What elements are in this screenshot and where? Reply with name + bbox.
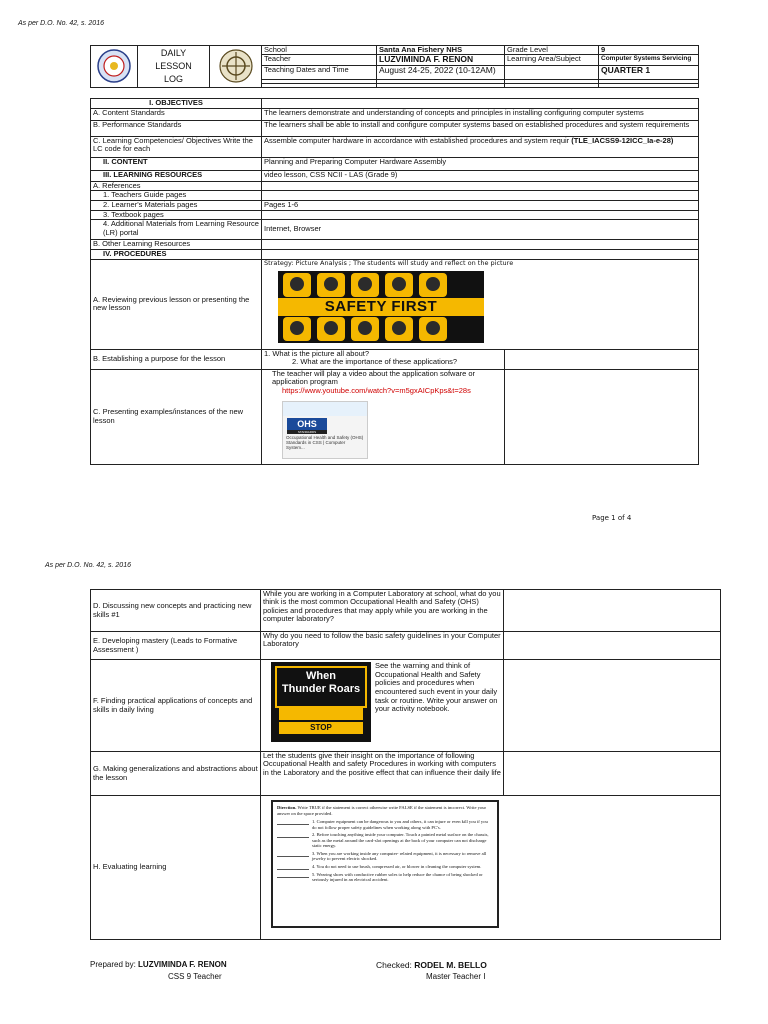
doc-reference: As per D.O. No. 42, s. 2016 <box>18 20 104 27</box>
dll-title <box>138 46 210 88</box>
procedure-b-questions <box>262 349 505 369</box>
performance-standards-label: B. Performance Standards <box>91 121 262 137</box>
checked-label: Checked: <box>376 960 412 970</box>
teacher-value: LUZVIMINDA F. RENON <box>377 55 505 66</box>
ppe-icon <box>385 273 413 297</box>
checked-title: Master Teacher I <box>426 972 486 981</box>
procedure-f-label: F. Finding practical applications of concepts and skills in daily living <box>91 660 261 752</box>
youtube-video-link[interactable]: https://www.youtube.com/watch?v=m5gxAICpKps&t=28s <box>282 386 471 396</box>
dates-value: August 24-25, 2022 (10-12AM) <box>377 66 505 80</box>
competency-code: (TLE_IACSS9-12ICC_Ia-e-28) <box>571 136 674 145</box>
page-number: Page 1 of 4 <box>592 514 632 522</box>
ppe-icon <box>283 273 311 297</box>
quiz-item: 1. Computer equipment can be dangerous to you and others, it can injure or even kill you if you do not follow proper safety guidelines when working along with PC's. <box>312 819 488 830</box>
dates-label: Teaching Dates and Time <box>262 66 377 80</box>
thunder-sign-stop: STOP <box>279 722 363 734</box>
ppe-icon <box>351 317 379 341</box>
lightning-icon <box>279 706 363 720</box>
prepared-by <box>90 960 227 969</box>
deped-seal-icon <box>97 49 131 83</box>
grade-label: Grade Level <box>505 46 599 55</box>
school-seal <box>210 46 262 88</box>
lesson-table-page2 <box>90 589 721 940</box>
procedure-a-strategy: Strategy: Picture Analysis ; The students will study and reflect on the picture <box>264 259 514 267</box>
procedure-d-label: D. Discussing new concepts and practicing new skills #1 <box>91 590 261 632</box>
procedure-b-question-1: 1. What is the picture all about? <box>264 349 370 358</box>
textbook-label: 3. Textbook pages <box>91 210 262 219</box>
learning-area-value: Computer Systems Servicing <box>599 55 699 66</box>
procedure-e-text: Why do you need to follow the basic safety guidelines in your Computer Laboratory <box>261 632 504 660</box>
ppe-icon <box>419 317 447 341</box>
video-ohs-badge: OHS <box>287 418 327 430</box>
quarter-value: QUARTER 1 <box>599 66 699 80</box>
competencies-value: Assemble computer hardware in accordance with established procedures and system requir <box>264 136 570 145</box>
procedures-heading: IV. PROCEDURES <box>91 249 262 259</box>
ppe-icon <box>385 317 413 341</box>
safety-first-banner: SAFETY FIRST <box>278 298 484 316</box>
procedure-g-label: G. Making generalizations and abstractions about the lesson <box>91 752 261 796</box>
competencies-label: C. Learning Competencies/ Objectives Write the LC code for each <box>91 137 262 158</box>
deped-seal <box>91 46 138 88</box>
doc-reference-page2: As per D.O. No. 42, s. 2016 <box>45 562 131 569</box>
learners-materials-value: Pages 1-6 <box>262 200 699 210</box>
video-thumbnail[interactable] <box>282 401 368 459</box>
content-value: Planning and Preparing Computer Hardware Assembly <box>262 158 699 171</box>
ppe-icon <box>317 273 345 297</box>
thunder-sign-line-2: Thunder Roars <box>281 683 361 695</box>
references-label: A. References <box>91 182 262 191</box>
checked-by <box>376 960 487 970</box>
teacher-label: Teacher <box>262 55 377 66</box>
procedure-f-cell <box>261 660 504 752</box>
video-standards-label: STANDARDS <box>287 430 327 434</box>
procedure-c-text: The teacher will play a video about the application sofware or application program <box>272 369 476 386</box>
performance-standards-value: The learners shall be able to install and configure computer systems based on established procedures and system requirements <box>262 121 699 137</box>
quiz-item: 2. Before touching anything inside your computer. Touch a painted metal surface on the chassis, such as the metal around the card-slot openings at the back of your computer can not discharge static energy. <box>312 832 489 848</box>
learners-materials-label: 2. Learner's Materials pages <box>91 200 262 210</box>
content-standards-label: A. Content Standards <box>91 109 262 121</box>
quiz-item: 3. When you are working inside any computer- related equipment, it is necessary to remove all jewelry to prevent electric shocked. <box>312 850 487 861</box>
thunder-sign-title <box>275 666 367 708</box>
procedure-c-cell <box>262 369 505 464</box>
procedure-b-question-2: 2. What are the importance of these applications? <box>292 356 458 366</box>
grade-value: 9 <box>599 46 699 55</box>
resources-heading: III. LEARNING RESOURCES <box>91 171 262 182</box>
content-heading: II. CONTENT <box>91 158 262 171</box>
procedure-b-label: B. Establishing a purpose for the lesson <box>91 349 262 369</box>
ppe-icon <box>317 317 345 341</box>
header-table <box>90 45 699 88</box>
ppe-icon <box>351 273 379 297</box>
thunder-sign-line-1: When <box>306 670 336 682</box>
resources-value: video lesson, CSS NCII - LAS (Grade 9) <box>262 171 699 182</box>
dll-title-line-3: LOG <box>163 74 183 85</box>
content-standards-value: The learners demonstrate and understanding of concepts and principles in installing configuring computer systems <box>262 109 699 121</box>
procedure-c-label: C. Presenting examples/instances of the new lesson <box>91 369 262 464</box>
procedure-h-label: H. Evaluating learning <box>91 796 261 940</box>
additional-materials-label: 4. Additional Materials from Learning Resource (LR) portal <box>91 220 262 240</box>
school-seal-icon <box>219 49 253 83</box>
video-caption: Occupational Health and Safety (OHS) Standards in CSS | Computer System... <box>286 434 364 450</box>
school-label: School <box>262 46 377 55</box>
prepared-title: CSS 9 Teacher <box>168 972 222 981</box>
learning-area-label: Learning Area/Subject <box>505 55 599 66</box>
other-resources-label: B. Other Learning Resources <box>91 240 262 249</box>
procedure-d-text: While you are working in a Computer Laboratory at school, what do you think is the most common Occupational Health and Safety (OHS) policies and procedures that may apply while you are working in the computer laboratory? <box>261 590 504 632</box>
competencies-cell <box>262 137 699 158</box>
dll-title-line-2: LESSON <box>155 61 192 72</box>
procedure-h-cell <box>261 796 721 940</box>
checked-name: RODEL M. BELLO <box>414 960 487 970</box>
procedure-a-label: A. Reviewing previous lesson or presenting the new lesson <box>91 259 262 349</box>
teachers-guide-label: 1. Teachers Guide pages <box>91 191 262 200</box>
quiz-direction-label: Direction. <box>277 805 297 810</box>
quiz-direction-text: Write TRUE if the statement is correct otherwise write FALSE if the statement is incorrect. Write your answer on the space provided. <box>277 805 487 816</box>
additional-materials-value: Internet, Browser <box>262 220 699 240</box>
quiz-item: 5. Wearing shoes with conductive rubber soles to help reduce the chance of being shocked or seriously injured in an electrical accident. <box>312 871 483 882</box>
quiz-item: 4. You do not need to use brush, compressed air, or blower in cleaning the computer system. <box>312 863 482 869</box>
dll-title-line-1: DAILY <box>160 48 187 59</box>
safety-first-image <box>278 271 484 343</box>
procedure-g-text: Let the students give their insight on the importance of following Occupational Health and safety Procedures in working with computers in the Laboratory and the positive effect that can influence their daily life <box>261 752 504 796</box>
objectives-heading: I. OBJECTIVES <box>91 99 262 109</box>
lesson-table-page1 <box>90 98 699 465</box>
procedure-f-text: See the warning and think of Occupational Health and Safety policies and procedures when encountered such event in your daily task or routine. Write your answer on your activity notebook. <box>375 661 498 714</box>
evaluation-quiz-image <box>271 800 499 928</box>
ppe-icon <box>283 317 311 341</box>
safety-icons-bottom <box>280 317 450 341</box>
thunder-warning-sign <box>271 662 371 742</box>
procedure-e-label: E. Developing mastery (Leads to Formative Assessment ) <box>91 632 261 660</box>
prepared-name: LUZVIMINDA F. RENON <box>138 960 227 969</box>
procedure-a-cell <box>262 259 699 349</box>
safety-icons-top <box>280 273 450 297</box>
school-value: Santa Ana Fishery NHS <box>377 46 505 55</box>
prepared-label: Prepared by: <box>90 960 136 969</box>
ppe-icon <box>419 273 447 297</box>
